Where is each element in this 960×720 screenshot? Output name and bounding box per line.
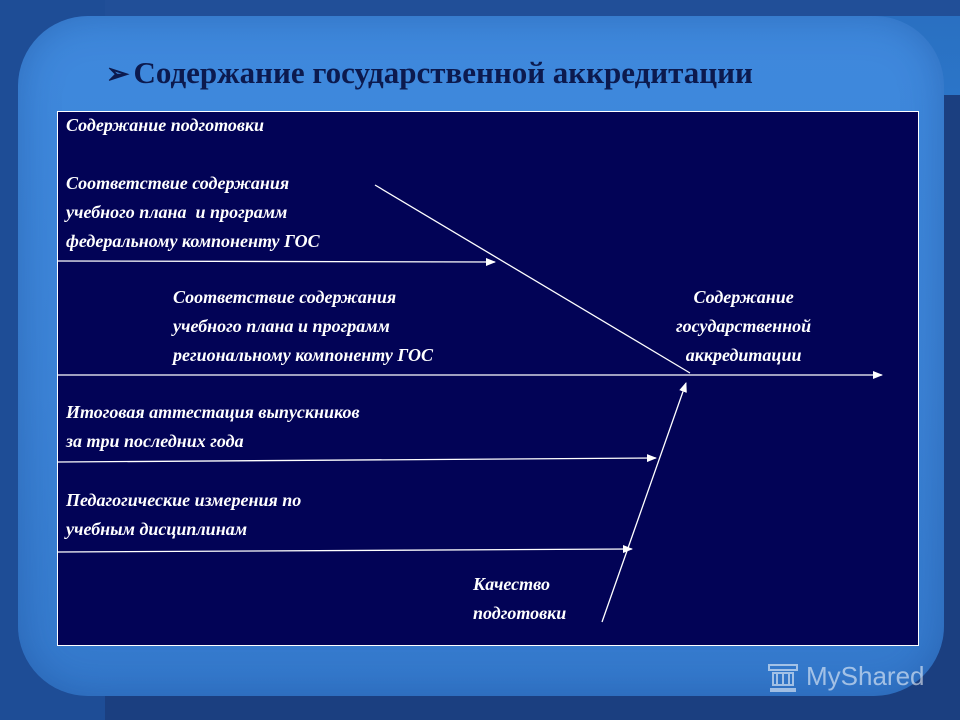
quality-label: Качество подготовки <box>473 574 567 623</box>
item-attestation: Итоговая аттестация выпускников за три последних года <box>66 402 360 451</box>
arrow-bullet-icon: ➢ <box>106 59 130 90</box>
arrow-attestation <box>58 458 656 462</box>
diagonal-federal <box>375 185 690 373</box>
watermark-text: MyShared <box>806 661 925 691</box>
item-federal: Соответствие содержания учебного плана и программ федеральному компоненту ГОС <box>66 173 320 251</box>
diagonal-quality <box>602 383 686 622</box>
myshared-logo-icon <box>766 661 800 695</box>
arrow-federal <box>58 261 495 262</box>
slide-title-text: Содержание государственной аккредитации <box>133 55 753 90</box>
watermark <box>766 656 946 696</box>
arrow-measurements <box>58 549 632 552</box>
result-label: Содержание государственной аккредитации <box>676 287 812 365</box>
item-measurements: Педагогические измерения по учебным дисциплинам <box>66 490 302 539</box>
item-regional: Соответствие содержания учебного плана и программ региональному компоненту ГОС <box>173 287 433 365</box>
section-heading: Содержание подготовки <box>66 115 265 135</box>
